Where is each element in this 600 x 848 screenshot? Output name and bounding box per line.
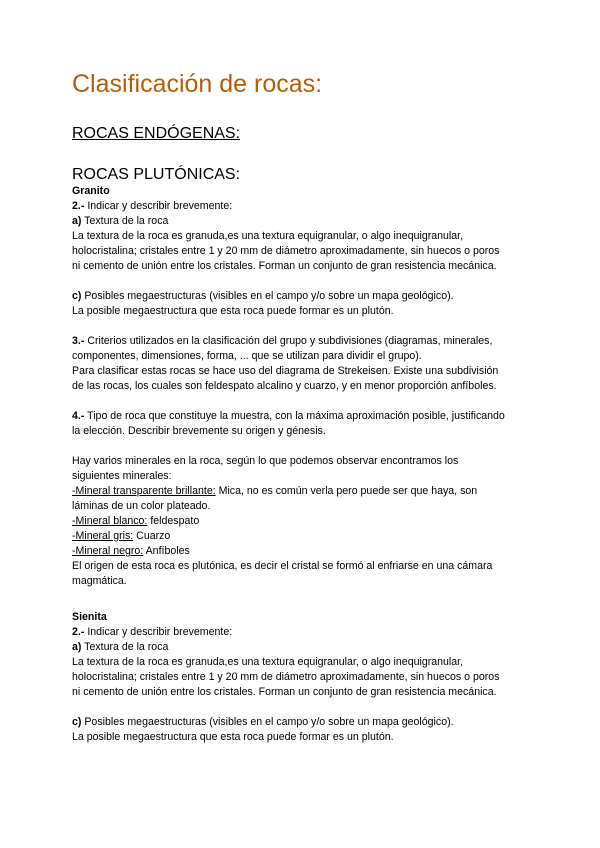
q4-text: Tipo de roca que constituye la muestra, con la máxima aproximación posible, justificando: [84, 410, 505, 422]
paragraph-line: magmática.: [72, 575, 127, 587]
a-text: Textura de la roca: [81, 641, 169, 653]
mineral-value: feldespato: [147, 515, 200, 527]
granito-q3: [72, 334, 532, 349]
q2-number: 2.-: [72, 626, 85, 638]
paragraph-line: La posible megaestructura que esta roca puede formar es un plutón.: [72, 305, 394, 317]
page-title: Clasificación de rocas:: [72, 70, 323, 98]
section-heading-plutonicas: ROCAS PLUTÓNICAS:: [72, 166, 241, 183]
spacer: [72, 319, 532, 334]
spacer: [72, 439, 532, 454]
mineral-value: Mica, no es común verla pero puede ser que haya, son: [215, 485, 478, 497]
spacer: [72, 394, 532, 409]
paragraph-line: El origen de esta roca es plutónica, es decir el cristal se formó al enfriarse en una cámara: [72, 560, 493, 572]
granito-c-heading: [72, 289, 532, 304]
spacer: [72, 700, 532, 715]
q2-text: Indicar y describir brevemente:: [84, 626, 233, 638]
c-text: Posibles megaestructuras (visibles en el campo y/o sobre un mapa geológico).: [81, 290, 454, 302]
paragraph-line: ni cemento de unión entre los cristales. Forman un conjunto de gran resistencia mecánica.: [72, 260, 497, 272]
sienita-c-heading: [72, 715, 532, 730]
mineral-item: [72, 499, 532, 514]
c-text: Posibles megaestructuras (visibles en el campo y/o sobre un mapa geológico).: [81, 716, 454, 728]
rock-name-granito: Granito: [72, 185, 110, 197]
q2-number: 2.-: [72, 200, 85, 212]
sienita-q2: [72, 625, 532, 640]
sienita-a-heading: [72, 640, 532, 655]
paragraph-line: holocristalina; cristales entre 1 y 20 mm de diámetro aproximadamente, sin huecos o poros: [72, 245, 500, 257]
paragraph-line: la elección. Describir brevemente su origen y génesis.: [72, 425, 326, 437]
granito-q4: [72, 409, 532, 424]
paragraph-line: de las rocas, los cuales son feldespato alcalino y cuarzo, y en menor proporción anfíboles.: [72, 380, 497, 392]
paragraph-line: La textura de la roca es granuda,es una textura equigranular, o algo inequigranular,: [72, 230, 464, 242]
mineral-item: [72, 529, 532, 544]
sienita-section: [72, 610, 532, 745]
spacer: [72, 274, 532, 289]
c-label: c): [72, 716, 82, 728]
q3-text: Criterios utilizados en la clasificación del grupo y subdivisiones (diagramas, minerales,: [84, 335, 493, 347]
mineral-item: [72, 514, 532, 529]
mineral-value: láminas de un color plateado.: [72, 500, 211, 512]
c-label: c): [72, 290, 82, 302]
paragraph-line: Para clasificar estas rocas se hace uso del diagrama de Strekeisen. Existe una subdivisión: [72, 365, 499, 377]
paragraph-line: ni cemento de unión entre los cristales. Forman un conjunto de gran resistencia mecánica.: [72, 686, 497, 698]
q2-text: Indicar y describir brevemente:: [84, 200, 233, 212]
granito-q2: [72, 199, 532, 214]
paragraph-line: componentes, dimensiones, forma, ... que se utilizan para dividir el grupo).: [72, 350, 422, 362]
granito-a-heading: [72, 214, 532, 229]
mineral-item: [72, 484, 532, 499]
mineral-label: -Mineral blanco:: [72, 515, 148, 527]
a-label: a): [72, 641, 82, 653]
mineral-label: -Mineral negro:: [72, 545, 144, 557]
mineral-label: -Mineral transparente brillante:: [72, 485, 216, 497]
paragraph-line: holocristalina; cristales entre 1 y 20 mm de diámetro aproximadamente, sin huecos o poros: [72, 671, 500, 683]
a-text: Textura de la roca: [81, 215, 169, 227]
q4-number: 4.-: [72, 410, 85, 422]
section-heading-endogenas: ROCAS ENDÓGENAS:: [72, 125, 241, 142]
mineral-value: Anfíboles: [143, 545, 190, 557]
a-label: a): [72, 215, 82, 227]
mineral-value: Cuarzo: [133, 530, 171, 542]
rock-name-sienita: Sienita: [72, 611, 107, 623]
mineral-label: -Mineral gris:: [72, 530, 134, 542]
paragraph-line: La textura de la roca es granuda,es una textura equigranular, o algo inequigranular,: [72, 656, 464, 668]
q3-number: 3.-: [72, 335, 85, 347]
mineral-item: [72, 544, 532, 559]
paragraph-line: siguientes minerales:: [72, 470, 172, 482]
granito-section: [72, 184, 532, 589]
paragraph-line: La posible megaestructura que esta roca puede formar es un plutón.: [72, 731, 394, 743]
paragraph-line: Hay varios minerales en la roca, según lo que podemos observar encontramos los: [72, 455, 459, 467]
